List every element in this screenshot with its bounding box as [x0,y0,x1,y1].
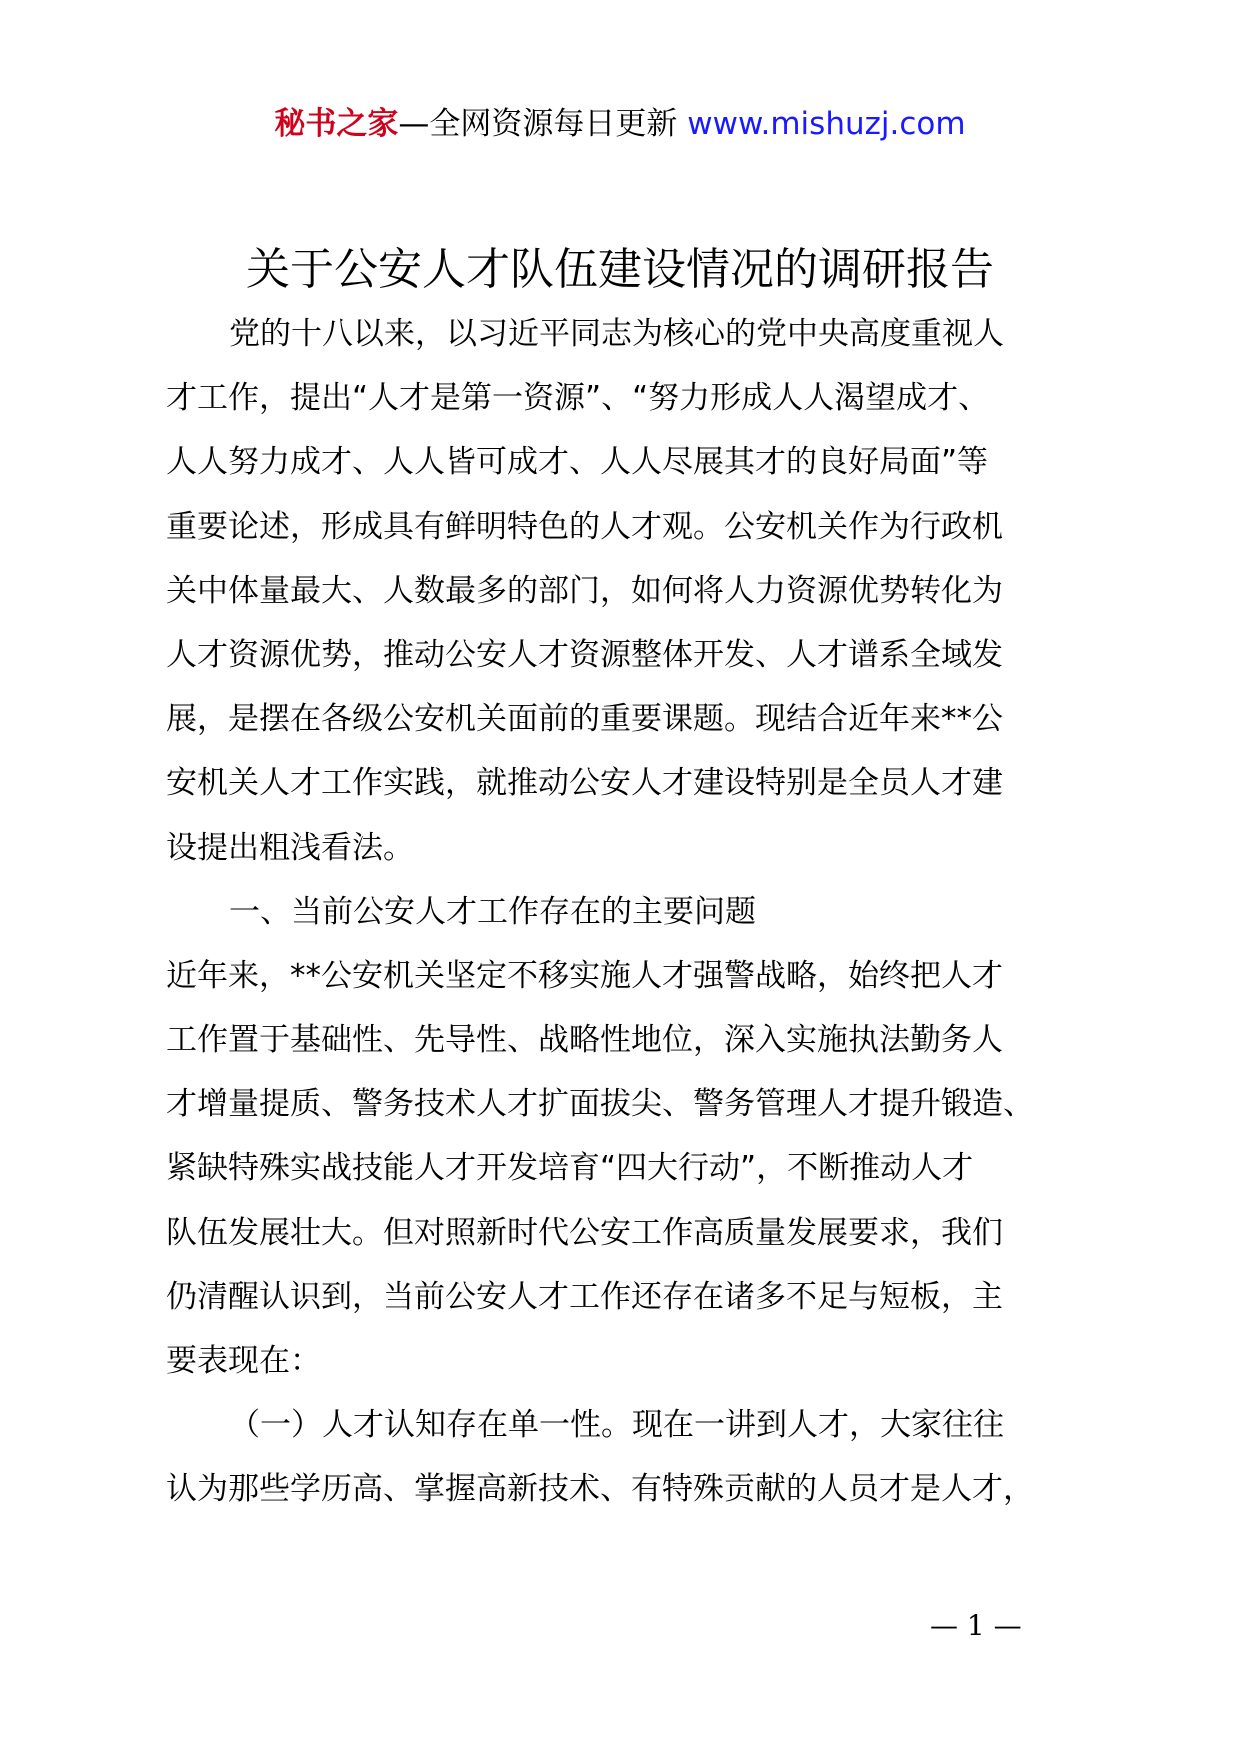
paragraph-line: 工作置于基础性、先导性、战略性地位，深入实施执法勤务人 [166,1022,1003,1059]
site-url[interactable]: www.mishuzj.com [687,106,966,142]
section-heading: 一、当前公安人才工作存在的主要问题 [229,893,756,930]
site-slogan: —全网资源每日更新 [398,106,678,142]
paragraph-line: 认为那些学历高、掌握高新技术、有特殊贡献的人员才是人才， [166,1471,1034,1508]
paragraph-line: 人人努力成才、人人皆可成才、人人尽展其才的良好局面”等 [166,444,989,481]
paragraph-line: 关中体量最大、人数最多的部门，如何将人力资源优势转化为 [166,572,1003,609]
brand-name: 秘书之家 [274,106,399,142]
paragraph-line: 重要论述，形成具有鲜明特色的人才观。公安机关作为行政机 [166,508,1003,545]
paragraph-line: 安机关人才工作实践，就推动公安人才建设特别是全员人才建 [166,765,1003,802]
paragraph-line: 展，是摆在各级公安机关面前的重要课题。现结合近年来**公 [166,701,1003,738]
paragraph-line: 人才资源优势，推动公安人才资源整体开发、人才谱系全域发 [166,636,1003,673]
paragraph-line: 才工作，提出“人才是第一资源”、“努力形成人人渴望成才、 [166,380,990,417]
paragraph-line: 仍清醒认识到，当前公安人才工作还存在诸多不足与短板，主 [166,1278,1003,1315]
document-title: 关于公安人才队伍建设情况的调研报告 [246,244,994,295]
site-header [0,100,1240,148]
document-body [166,302,1086,1522]
paragraph-line: 党的十八以来，以习近平同志为核心的党中央高度重视人 [229,316,1004,352]
paragraph-line: 紧缺特殊实战技能人才开发培育“四大行动”，不断推动人才 [166,1150,974,1187]
paragraph-line: 队伍发展壮大。但对照新时代公安工作高质量发展要求，我们 [166,1214,1003,1251]
paragraph-line: 要表现在： [166,1343,321,1379]
subsection-line: （一）人才认知存在单一性。现在一讲到人才，大家往往 [229,1407,1004,1444]
page-number: — 1 — [930,1609,1022,1642]
paragraph-line: 近年来，**公安机关坚定不移实施人才强警战略，始终把人才 [166,957,1003,994]
paragraph-line: 才增量提质、警务技术人才扩面拔尖、警务管理人才提升锻造、 [166,1086,1034,1123]
paragraph-line: 设提出粗浅看法。 [166,829,414,866]
